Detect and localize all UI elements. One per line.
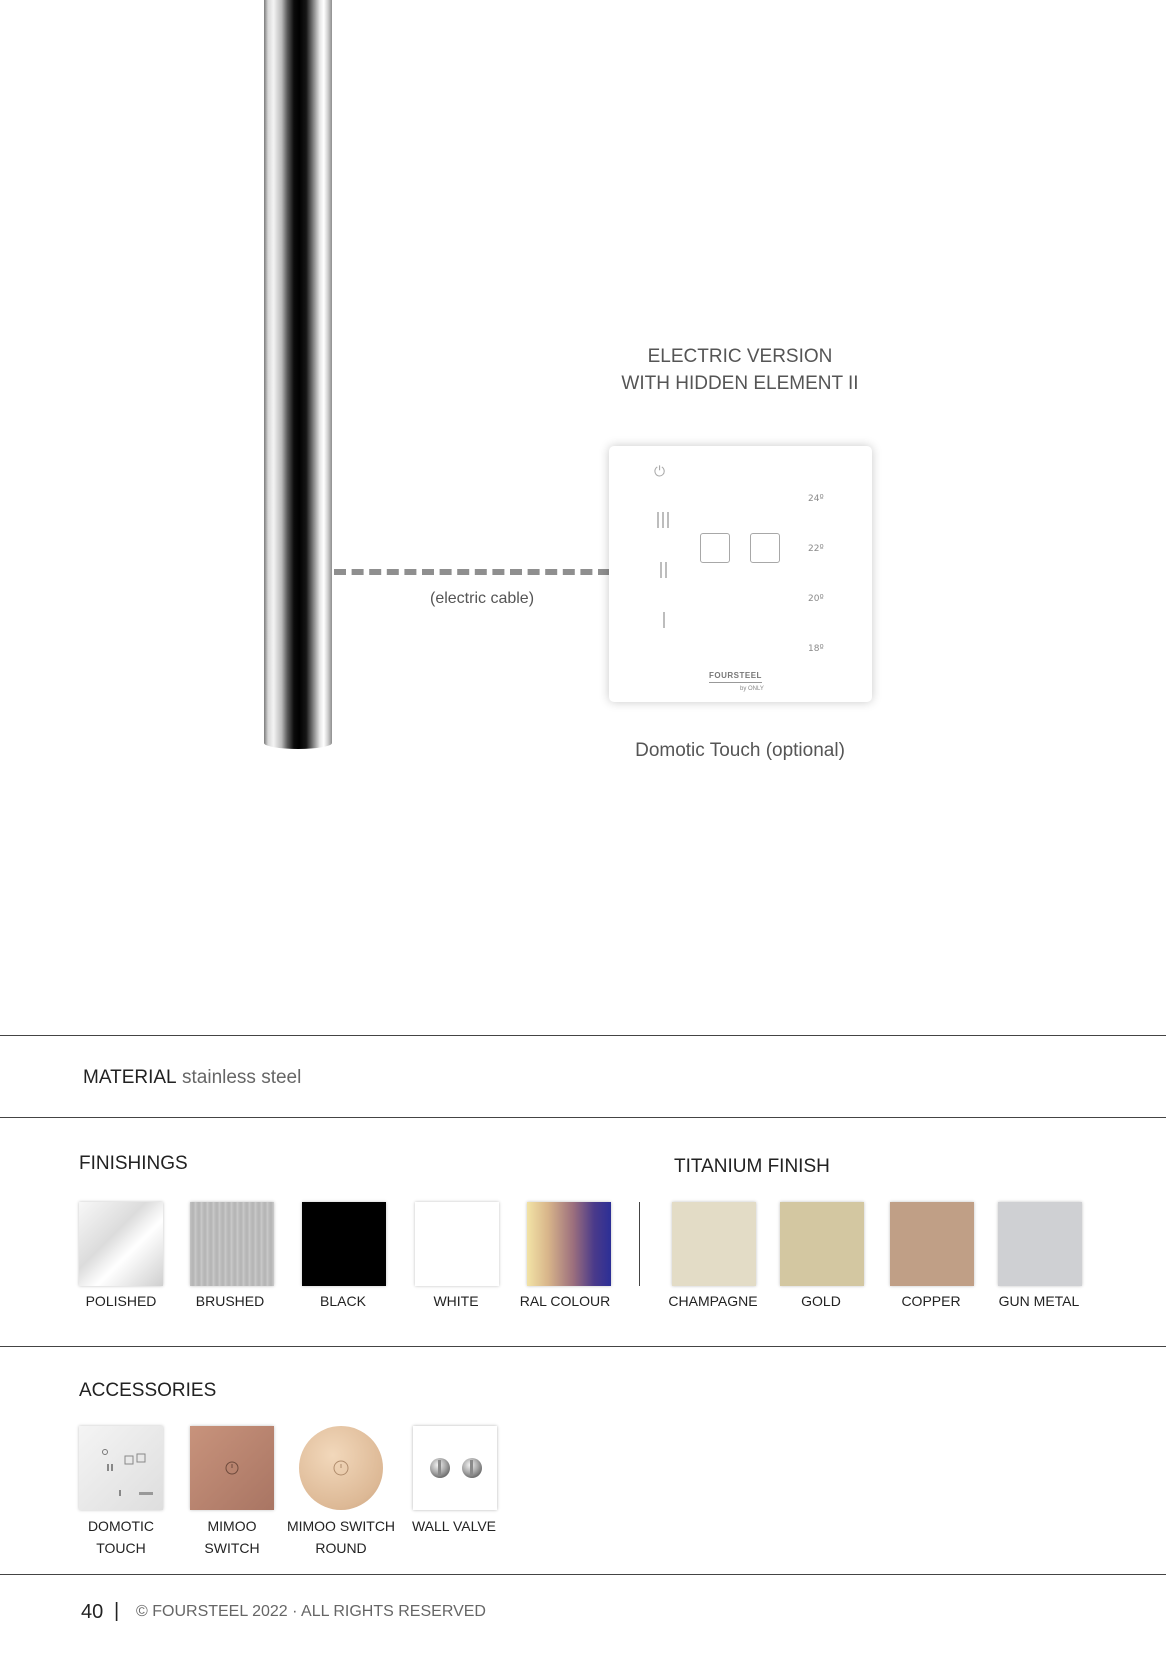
swatch-label-gun-metal: GUN METAL: [998, 1293, 1080, 1309]
material-value: stainless steel: [182, 1067, 302, 1088]
accessory-wall-valve-image: [413, 1426, 497, 1510]
accessory-label-line: MIMOO SWITCH: [286, 1518, 396, 1534]
accessory-domotic-touch-image: [79, 1426, 163, 1510]
accessory-label-mimoo-switch-round: [286, 1515, 396, 1559]
swatch-label-polished: POLISHED: [85, 1293, 157, 1309]
temp-22: 22º: [808, 544, 824, 554]
accessory-label-line: TOUCH: [96, 1540, 146, 1556]
swatch-polished: [79, 1202, 163, 1286]
electric-cable-line: [334, 569, 610, 575]
electric-version-title: [600, 343, 880, 397]
accessory-label-line: ROUND: [315, 1540, 367, 1556]
panel-brand-logo: FOURSTEEL: [709, 671, 762, 683]
domotic-touch-panel: [609, 446, 872, 702]
swatch-label-gold: GOLD: [801, 1293, 841, 1309]
swatch-label-white: WHITE: [433, 1293, 479, 1309]
swatch-label-champagne: CHAMPAGNE: [668, 1293, 758, 1309]
divider: [0, 1035, 1166, 1036]
swatch-label-ral-colour: RAL COLOUR: [519, 1293, 611, 1309]
divider: [0, 1346, 1166, 1347]
swatch-label-brushed: BRUSHED: [195, 1293, 265, 1309]
swatch-gun-metal: [998, 1202, 1082, 1286]
swatch-white: [415, 1202, 499, 1286]
swatch-ral-colour: [527, 1202, 611, 1286]
accessory-label-domotic-touch: [66, 1515, 176, 1559]
level-3-icon: [657, 512, 669, 528]
temp-20: 20º: [808, 594, 824, 604]
accessory-label-line: DOMOTIC: [87, 1518, 155, 1534]
electric-title-line1: ELECTRIC VERSION: [647, 346, 833, 367]
finishings-title: FINISHINGS: [79, 1153, 188, 1174]
domotic-touch-icon: [79, 1426, 163, 1510]
swatch-label-black: BLACK: [320, 1293, 366, 1309]
divider: [0, 1117, 1166, 1118]
swatch-label-copper: COPPER: [901, 1293, 961, 1309]
accessory-label-line: SWITCH: [204, 1540, 260, 1556]
panel-brand-sub: by ONLY: [740, 686, 764, 692]
material-label: MATERIAL: [83, 1067, 177, 1088]
swatch-copper: [890, 1202, 974, 1286]
accessory-label-wall-valve: [399, 1515, 509, 1537]
swatch-gold: [780, 1202, 864, 1286]
footer-separator: |: [114, 1600, 120, 1622]
accessory-mimoo-switch-image: [190, 1426, 274, 1510]
temp-24: 24º: [808, 494, 824, 504]
towel-rail-pipe-image: [264, 0, 332, 749]
electric-title-line2: WITH HIDDEN ELEMENT II: [621, 373, 859, 394]
accessory-label-line: MIMOO: [207, 1518, 257, 1534]
level-2-icon: [660, 562, 667, 578]
copyright-text: © FOURSTEEL 2022 · ALL RIGHTS RESERVED: [136, 1603, 486, 1620]
swatch-brushed: [190, 1202, 274, 1286]
power-icon: ⏻: [654, 463, 666, 479]
swatch-champagne: [672, 1202, 756, 1286]
mimoo-round-power-icon: [299, 1426, 383, 1510]
towel-rail-mode-icon: [700, 533, 730, 563]
page-number: 40: [81, 1601, 104, 1623]
divider: [0, 1574, 1166, 1575]
temp-18: 18º: [808, 644, 824, 654]
level-1-icon: [663, 612, 665, 628]
mimoo-switch-power-icon: [190, 1426, 274, 1510]
swatch-black: [302, 1202, 386, 1286]
accessories-title: ACCESSORIES: [79, 1380, 217, 1401]
titanium-finish-title: TITANIUM FINISH: [674, 1156, 830, 1177]
heater-mode-icon: [750, 533, 780, 563]
wall-valve-knobs-icon: [413, 1426, 497, 1510]
panel-caption: Domotic Touch (optional): [635, 740, 845, 761]
finishings-divider: [639, 1202, 640, 1286]
accessory-label-line: WALL VALVE: [411, 1518, 497, 1534]
accessory-mimoo-switch-round-image: [299, 1426, 383, 1510]
cable-label: (electric cable): [430, 590, 535, 607]
accessory-label-mimoo-switch: [177, 1515, 287, 1559]
